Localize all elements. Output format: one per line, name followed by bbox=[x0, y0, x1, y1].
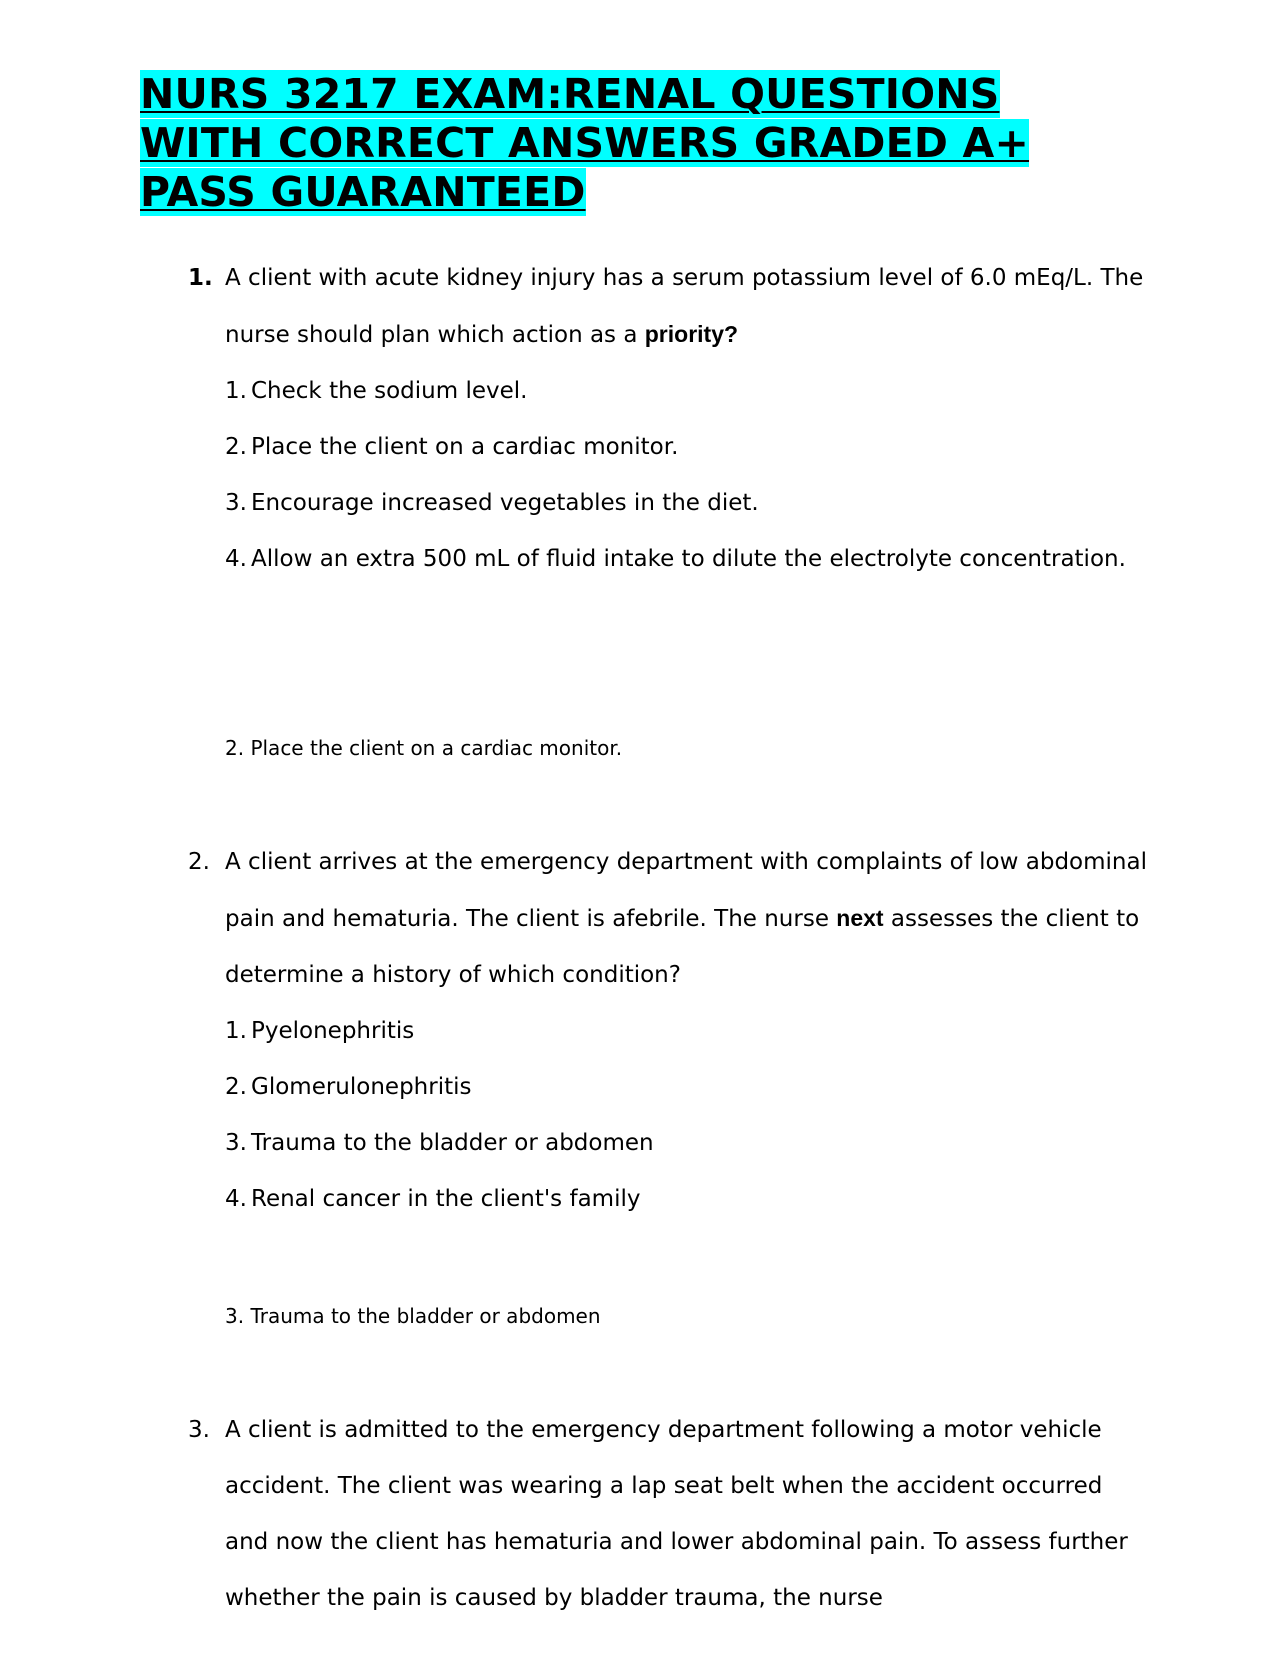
question-number: 2. bbox=[188, 849, 210, 875]
options-list bbox=[225, 363, 1148, 587]
option-item: 1. Pyelonephritis bbox=[225, 1018, 415, 1044]
title-line-2: WITH CORRECT ANSWERS GRADED A+ bbox=[140, 119, 1030, 167]
options-list bbox=[225, 1003, 1148, 1227]
stem-emphasis: priority? bbox=[644, 321, 739, 347]
question-2 bbox=[188, 834, 1148, 1227]
option-item: 2. Place the client on a cardiac monitor. bbox=[225, 434, 679, 460]
document-title bbox=[140, 70, 1100, 217]
title-line-3: PASS GUARANTEED bbox=[140, 168, 586, 216]
answer-1: 2. Place the client on a cardiac monitor. bbox=[225, 736, 623, 760]
option-item: 2. Glomerulonephritis bbox=[225, 1074, 472, 1100]
question-1 bbox=[188, 250, 1148, 587]
stem-emphasis: next bbox=[836, 905, 884, 931]
question-number: 1. bbox=[188, 265, 213, 291]
question-stem: A client is admitted to the emergency department following a motor vehicle accident. The client was wearing a lap seat belt when the accident occurred and now the client has hematuria and lower abdominal pain. To assess further whether the pain is caused by bladder trauma, the nurse bbox=[225, 1417, 1128, 1611]
option-item: 3. Encourage increased vegetables in the diet. bbox=[225, 490, 759, 516]
answer-2: 3. Trauma to the bladder or abdomen bbox=[225, 1304, 601, 1328]
question-number: 3. bbox=[188, 1417, 210, 1443]
option-item: 4. Renal cancer in the client's family bbox=[225, 1186, 641, 1212]
title-line-1: NURS 3217 EXAM:RENAL QUESTIONS bbox=[140, 70, 1000, 118]
option-item: 4. Allow an extra 500 mL of fluid intake to dilute the electrolyte concentration. bbox=[225, 546, 1126, 572]
question-stem: A client arrives at the emergency department with complaints of low abdominal pain and hematuria. The client is afebrile. The nurse next assesses the client to determine a history of which condition? bbox=[225, 849, 1147, 988]
question-stem: A client with acute kidney injury has a serum potassium level of 6.0 mEq/L. The nurse should plan which action as a priority? bbox=[225, 265, 1144, 348]
option-item: 1. Check the sodium level. bbox=[225, 378, 528, 404]
option-item: 3. Trauma to the bladder or abdomen bbox=[225, 1130, 654, 1156]
question-3 bbox=[188, 1402, 1148, 1626]
